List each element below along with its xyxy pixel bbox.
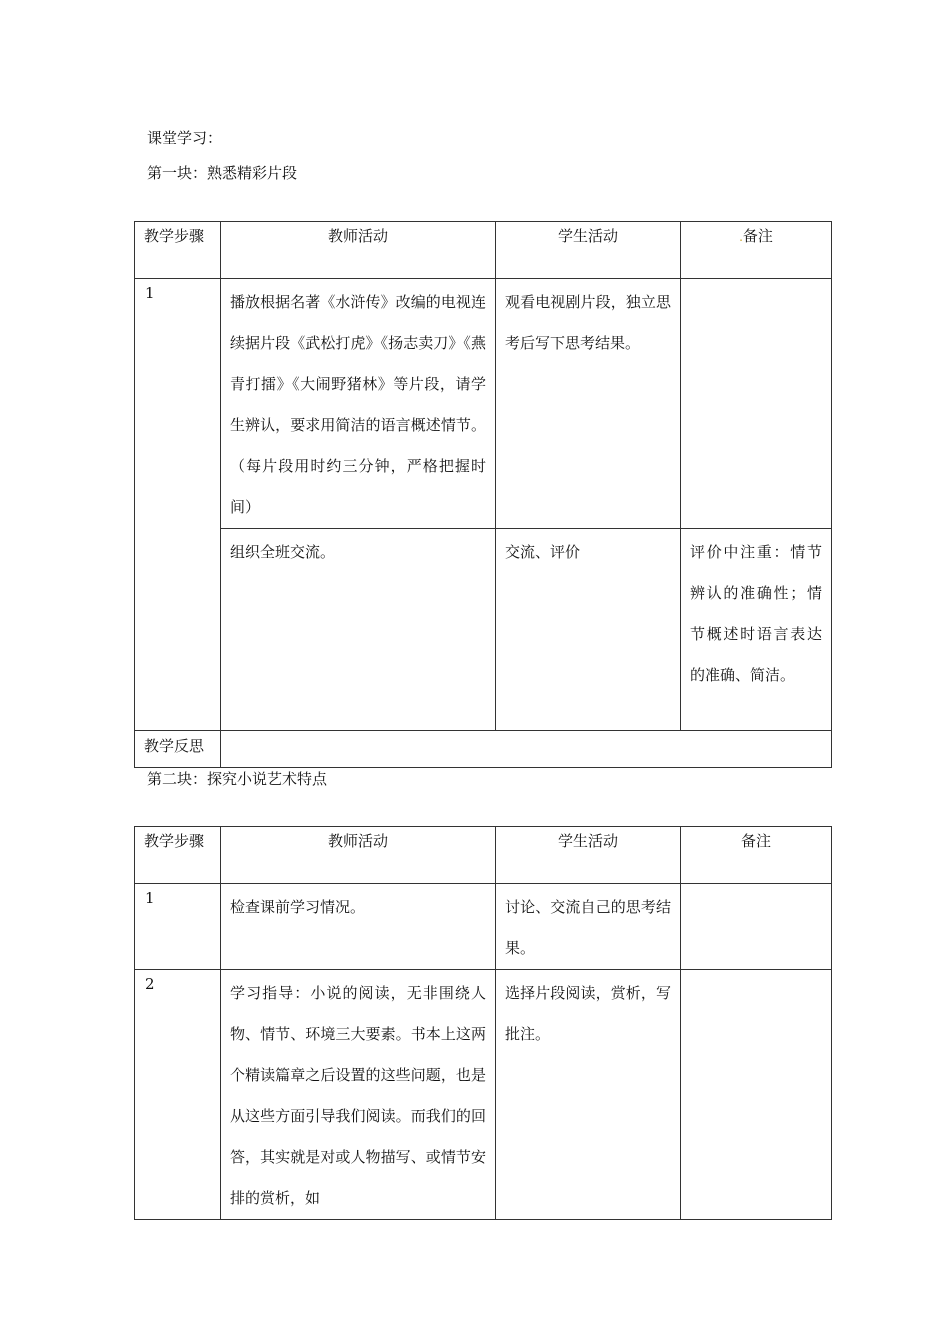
table2-student-activity-2: 选择片段阅读，赏析，写批注。 xyxy=(496,970,681,1220)
heading-section-1: 第一块：熟悉精彩片段 xyxy=(147,164,298,182)
table1-header-teacher: 教师活动 xyxy=(221,222,496,279)
mark-dot: . xyxy=(739,230,743,244)
table2-note-2 xyxy=(681,970,832,1220)
table2-teacher-activity-1: 检查课前学习情况。 xyxy=(221,884,496,970)
table2-header-teacher: 教师活动 xyxy=(221,827,496,884)
table1-step-1: 1 xyxy=(135,279,221,731)
lesson-table-2 xyxy=(134,826,832,1220)
table1-reflection-value xyxy=(221,731,832,768)
table1-teacher-activity-1: 播放根据名著《水浒传》改编的电视连续据片段《武松打虎》《扬志卖刀》《燕青打擂》《大闹野猪林》等片段，请学生辨认，要求用简洁的语言概述情节。（每片段用时约三分钟，严格把握时间） xyxy=(221,279,496,529)
table1-teacher-activity-2: 组织全班交流。 xyxy=(221,529,496,731)
table1-reflection-row xyxy=(135,731,832,768)
table2-step-2: 2 xyxy=(135,970,221,1220)
table2-header-note: 备注 xyxy=(681,827,832,884)
table2-header-student: 学生活动 xyxy=(496,827,681,884)
table2-step-1: 1 xyxy=(135,884,221,970)
table-row xyxy=(135,884,832,970)
table-row xyxy=(135,529,832,731)
table1-student-activity-2: 交流、评价 xyxy=(496,529,681,731)
heading-classroom-study: 课堂学习： xyxy=(147,129,223,147)
lesson-table-1 xyxy=(134,221,832,768)
table1-header-row xyxy=(135,222,832,279)
table1-header-note-label: 备注 xyxy=(742,227,773,245)
table1-header-note xyxy=(681,222,832,279)
table1-note-2: 评价中注重：情节辨认的准确性；情节概述时语言表达的准确、简洁。 xyxy=(681,529,832,731)
table2-teacher-activity-2: 学习指导：小说的阅读，无非围绕人物、情节、环境三大要素。书本上这两个精读篇章之后设置的这些问题，也是从这些方面引导我们阅读。而我们的回答，其实就是对或人物描写、或情节安排的赏析，如 xyxy=(221,970,496,1220)
table2-header-row xyxy=(135,827,832,884)
table1-header-student: 学生活动 xyxy=(496,222,681,279)
table1-student-activity-1: 观看电视剧片段，独立思考后写下思考结果。 xyxy=(496,279,681,529)
table1-header-step: 教学步骤 xyxy=(135,222,221,279)
table2-note-1 xyxy=(681,884,832,970)
heading-section-2: 第二块：探究小说艺术特点 xyxy=(147,770,328,788)
table2-student-activity-1: 讨论、交流自己的思考结果。 xyxy=(496,884,681,970)
table-row xyxy=(135,970,832,1220)
table1-note-1 xyxy=(681,279,832,529)
table1-reflection-label: 教学反思 xyxy=(135,731,221,768)
table-row xyxy=(135,279,832,529)
table2-header-step: 教学步骤 xyxy=(135,827,221,884)
